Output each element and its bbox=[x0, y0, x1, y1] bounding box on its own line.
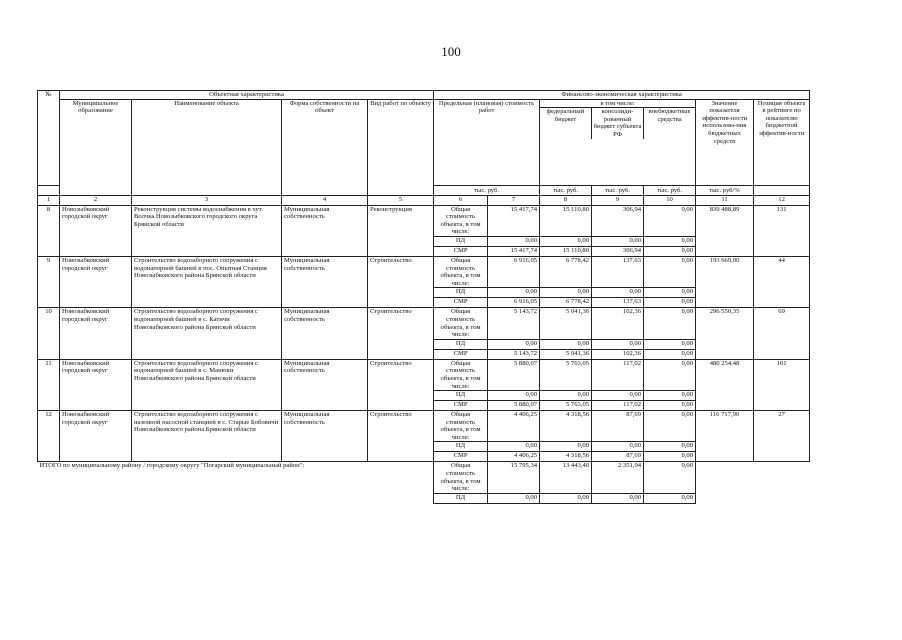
object-name-cell: Строительство водозаборного сооружения с наземной насосной станцией в с. Старые Бобовичи Новозыбковского района Брянской области bbox=[132, 411, 282, 462]
total-label-cell: Общая стоимость объекта, в том числе: bbox=[434, 411, 488, 442]
header-object-group: Объектная характеристика bbox=[60, 91, 434, 100]
efficiency-cell: 116 717,90 bbox=[696, 411, 754, 462]
summary-pd-value-cell: 0,00 bbox=[488, 493, 540, 503]
total-value-cell: 5 763,05 bbox=[540, 359, 592, 390]
object-name-cell: Строительство водозаборного сооружения с водонапорной башней в пос. Опытная Станция Новозыбковского района Брянской области bbox=[132, 256, 282, 307]
pd-value-cell: 0,00 bbox=[488, 391, 540, 401]
unit-efficiency: тыс. руб/% bbox=[696, 185, 754, 195]
smr-value-cell: 15 110,80 bbox=[540, 246, 592, 256]
ownership-cell: Муниципальная собственность bbox=[282, 308, 368, 359]
smr-value-cell: 5 763,05 bbox=[540, 401, 592, 411]
ownership-cell: Муниципальная собственность bbox=[282, 256, 368, 307]
summary-pd-value-cell: 0,00 bbox=[592, 493, 644, 503]
total-value-cell: 102,36 bbox=[592, 308, 644, 339]
pd-value-cell: 0,00 bbox=[488, 339, 540, 349]
smr-value-cell: 5 041,36 bbox=[540, 349, 592, 359]
municipality-cell: Новозыбковский городской округ bbox=[60, 205, 132, 256]
rating-cell: 101 bbox=[754, 359, 810, 410]
object-row bbox=[38, 308, 810, 339]
pd-label-cell: ПД bbox=[434, 391, 488, 401]
object-name-cell: Реконструкция системы водоснабжения в хут. Волчка Новозыбковского городского округа Брянской области bbox=[132, 205, 282, 256]
pd-value-cell: 0,00 bbox=[644, 236, 696, 246]
smr-value-cell: 5 143,72 bbox=[488, 349, 540, 359]
header-no: № bbox=[38, 91, 60, 186]
summary-rating-cell bbox=[754, 462, 810, 503]
column-number: 9 bbox=[592, 195, 644, 205]
total-value-cell: 137,63 bbox=[592, 256, 644, 287]
pd-value-cell: 0,00 bbox=[592, 288, 644, 298]
municipality-cell: Новозыбковский городской округ bbox=[60, 411, 132, 462]
pd-label-cell: ПД bbox=[434, 442, 488, 452]
smr-value-cell: 0,00 bbox=[644, 349, 696, 359]
total-value-cell: 5 041,36 bbox=[540, 308, 592, 339]
total-value-cell: 6 916,05 bbox=[488, 256, 540, 287]
smr-value-cell: 102,36 bbox=[592, 349, 644, 359]
pd-value-cell: 0,00 bbox=[540, 442, 592, 452]
smr-label-cell: СМР bbox=[434, 298, 488, 308]
pd-value-cell: 0,00 bbox=[592, 391, 644, 401]
page-number: 100 bbox=[441, 44, 461, 59]
header-finance-group: Финансово-экономическая характеристика bbox=[434, 91, 810, 100]
header-including-label: в том числе: bbox=[540, 100, 695, 109]
object-row bbox=[38, 411, 810, 442]
summary-total-value-cell: 13 443,40 bbox=[540, 462, 592, 493]
column-number: 6 bbox=[434, 195, 488, 205]
object-name-cell: Строительство водозаборного сооружения с водонапорной башней в с. Манюки Новозыбковского района Брянской области bbox=[132, 359, 282, 410]
summary-row bbox=[38, 462, 810, 493]
smr-label-cell: СМР bbox=[434, 349, 488, 359]
row-number: 8 bbox=[38, 205, 60, 256]
column-number: 8 bbox=[540, 195, 592, 205]
unit-total: тыс. руб. bbox=[434, 185, 540, 195]
total-value-cell: 4 406,25 bbox=[488, 411, 540, 442]
column-number: 1 bbox=[38, 195, 60, 205]
summary-total-label-cell: Общая стоимость объекта, в том числе: bbox=[434, 462, 488, 493]
smr-value-cell: 137,63 bbox=[592, 298, 644, 308]
pd-value-cell: 0,00 bbox=[592, 442, 644, 452]
pd-value-cell: 0,00 bbox=[540, 236, 592, 246]
total-value-cell: 15 417,74 bbox=[488, 205, 540, 236]
financial-table bbox=[37, 90, 810, 504]
total-value-cell: 87,69 bbox=[592, 411, 644, 442]
pd-value-cell: 0,00 bbox=[540, 288, 592, 298]
municipality-cell: Новозыбковский городской округ bbox=[60, 359, 132, 410]
summary-label-cell: ИТОГО по муниципальному району / городскому округу "Погарский муниципальный район": bbox=[38, 462, 434, 503]
header-object-name: Наименование объекта bbox=[132, 99, 282, 195]
work-type-cell: Строительство bbox=[368, 359, 434, 410]
header-including bbox=[540, 99, 696, 185]
summary-efficiency-cell bbox=[696, 462, 754, 503]
row-number: 9 bbox=[38, 256, 60, 307]
work-type-cell: Строительство bbox=[368, 256, 434, 307]
total-value-cell: 5 880,07 bbox=[488, 359, 540, 390]
column-number: 3 bbox=[132, 195, 282, 205]
rating-cell: 27 bbox=[754, 411, 810, 462]
smr-value-cell: 87,69 bbox=[592, 452, 644, 462]
rating-cell: 69 bbox=[754, 308, 810, 359]
total-value-cell: 0,00 bbox=[644, 359, 696, 390]
smr-value-cell: 4 318,56 bbox=[540, 452, 592, 462]
work-type-cell: Реконструкция bbox=[368, 205, 434, 256]
unit-offbudget: тыс. руб. bbox=[644, 185, 696, 195]
pd-value-cell: 0,00 bbox=[644, 391, 696, 401]
pd-value-cell: 0,00 bbox=[644, 339, 696, 349]
pd-value-cell: 0,00 bbox=[488, 288, 540, 298]
smr-value-cell: 5 880,07 bbox=[488, 401, 540, 411]
summary-pd-label-cell: ПД bbox=[434, 493, 488, 503]
pd-label-cell: ПД bbox=[434, 339, 488, 349]
unit-rating bbox=[754, 185, 810, 195]
pd-value-cell: 0,00 bbox=[488, 442, 540, 452]
total-value-cell: 6 778,42 bbox=[540, 256, 592, 287]
summary-pd-value-cell: 0,00 bbox=[644, 493, 696, 503]
total-value-cell: 0,00 bbox=[644, 308, 696, 339]
pd-label-cell: ПД bbox=[434, 236, 488, 246]
work-type-cell: Строительство bbox=[368, 308, 434, 359]
pd-value-cell: 0,00 bbox=[644, 288, 696, 298]
summary-pd-value-cell: 0,00 bbox=[540, 493, 592, 503]
column-number: 2 bbox=[60, 195, 132, 205]
object-name-cell: Строительство водозаборного сооружения с водонапорной башней в с. Катичи Новозыбковского района Брянской области bbox=[132, 308, 282, 359]
pd-label-cell: ПД bbox=[434, 288, 488, 298]
smr-value-cell: 0,00 bbox=[644, 452, 696, 462]
unit-regional: тыс. руб. bbox=[592, 185, 644, 195]
header-ownership: Форма собственности на объект bbox=[282, 99, 368, 195]
object-row bbox=[38, 205, 810, 236]
total-value-cell: 0,00 bbox=[644, 256, 696, 287]
smr-value-cell: 0,00 bbox=[644, 401, 696, 411]
pd-value-cell: 0,00 bbox=[540, 391, 592, 401]
column-number: 11 bbox=[696, 195, 754, 205]
summary-total-value-cell: 2 351,94 bbox=[592, 462, 644, 493]
smr-value-cell: 4 406,25 bbox=[488, 452, 540, 462]
total-value-cell: 15 110,80 bbox=[540, 205, 592, 236]
smr-label-cell: СМР bbox=[434, 452, 488, 462]
total-value-cell: 0,00 bbox=[644, 205, 696, 236]
header-regional: консолиди-рованный бюджет субъекта РФ bbox=[592, 108, 644, 138]
municipality-cell: Новозыбковский городской округ bbox=[60, 308, 132, 359]
pd-value-cell: 0,00 bbox=[644, 442, 696, 452]
total-value-cell: 4 318,56 bbox=[540, 411, 592, 442]
row-number: 11 bbox=[38, 359, 60, 410]
header-total-cost: Предельная (плановая) стоимость работ bbox=[434, 99, 540, 185]
header-efficiency: Значение показателя эффектив-ности использова-ния бюджетных средств bbox=[696, 99, 754, 185]
row-number: 12 bbox=[38, 411, 60, 462]
header-group-row bbox=[38, 91, 810, 100]
smr-value-cell: 306,94 bbox=[592, 246, 644, 256]
efficiency-cell: 839 488,89 bbox=[696, 205, 754, 256]
total-label-cell: Общая стоимость объекта, в том числе: bbox=[434, 308, 488, 339]
smr-value-cell: 6 916,05 bbox=[488, 298, 540, 308]
ownership-cell: Муниципальная собственность bbox=[282, 411, 368, 462]
smr-value-cell: 15 417,74 bbox=[488, 246, 540, 256]
unit-federal: тыс. руб. bbox=[540, 185, 592, 195]
column-number: 4 bbox=[282, 195, 368, 205]
header-rating: Позиция объекта в рейтинге по показателю бюджетной эффектив-ности bbox=[754, 99, 810, 185]
header-municipality: Муниципальное образование bbox=[60, 99, 132, 195]
efficiency-cell: 480 254,48 bbox=[696, 359, 754, 410]
column-number: 7 bbox=[488, 195, 540, 205]
total-label-cell: Общая стоимость объекта, в том числе: bbox=[434, 359, 488, 390]
pd-value-cell: 0,00 bbox=[488, 236, 540, 246]
total-label-cell: Общая стоимость объекта, в том числе: bbox=[434, 205, 488, 236]
ownership-cell: Муниципальная собственность bbox=[282, 359, 368, 410]
column-number: 5 bbox=[368, 195, 434, 205]
pd-value-cell: 0,00 bbox=[540, 339, 592, 349]
total-value-cell: 306,94 bbox=[592, 205, 644, 236]
smr-label-cell: СМР bbox=[434, 401, 488, 411]
rating-cell: 44 bbox=[754, 256, 810, 307]
total-value-cell: 117,02 bbox=[592, 359, 644, 390]
column-number: 10 bbox=[644, 195, 696, 205]
column-number: 12 bbox=[754, 195, 810, 205]
header-work-type: Вид работ по объекту bbox=[368, 99, 434, 195]
object-row bbox=[38, 359, 810, 390]
smr-label-cell: СМР bbox=[434, 246, 488, 256]
efficiency-cell: 296 550,35 bbox=[696, 308, 754, 359]
total-value-cell: 0,00 bbox=[644, 411, 696, 442]
object-row bbox=[38, 256, 810, 287]
row-number: 10 bbox=[38, 308, 60, 359]
pd-value-cell: 0,00 bbox=[592, 339, 644, 349]
smr-value-cell: 6 778,42 bbox=[540, 298, 592, 308]
header-row bbox=[38, 99, 810, 185]
summary-total-value-cell: 15 795,34 bbox=[488, 462, 540, 493]
header-offbudget: внебюджетные средства bbox=[648, 108, 691, 123]
ownership-cell: Муниципальная собственность bbox=[282, 205, 368, 256]
work-type-cell: Строительство bbox=[368, 411, 434, 462]
municipality-cell: Новозыбковский городской округ bbox=[60, 256, 132, 307]
smr-value-cell: 0,00 bbox=[644, 246, 696, 256]
unit-no bbox=[38, 185, 60, 195]
total-label-cell: Общая стоимость объекта, в том числе: bbox=[434, 256, 488, 287]
total-value-cell: 5 143,72 bbox=[488, 308, 540, 339]
pd-value-cell: 0,00 bbox=[592, 236, 644, 246]
smr-value-cell: 117,02 bbox=[592, 401, 644, 411]
header-federal: федеральный бюджет bbox=[540, 108, 592, 138]
column-number-row bbox=[38, 195, 810, 205]
rating-cell: 131 bbox=[754, 205, 810, 256]
summary-total-value-cell: 0,00 bbox=[644, 462, 696, 493]
efficiency-cell: 193 669,00 bbox=[696, 256, 754, 307]
smr-value-cell: 0,00 bbox=[644, 298, 696, 308]
